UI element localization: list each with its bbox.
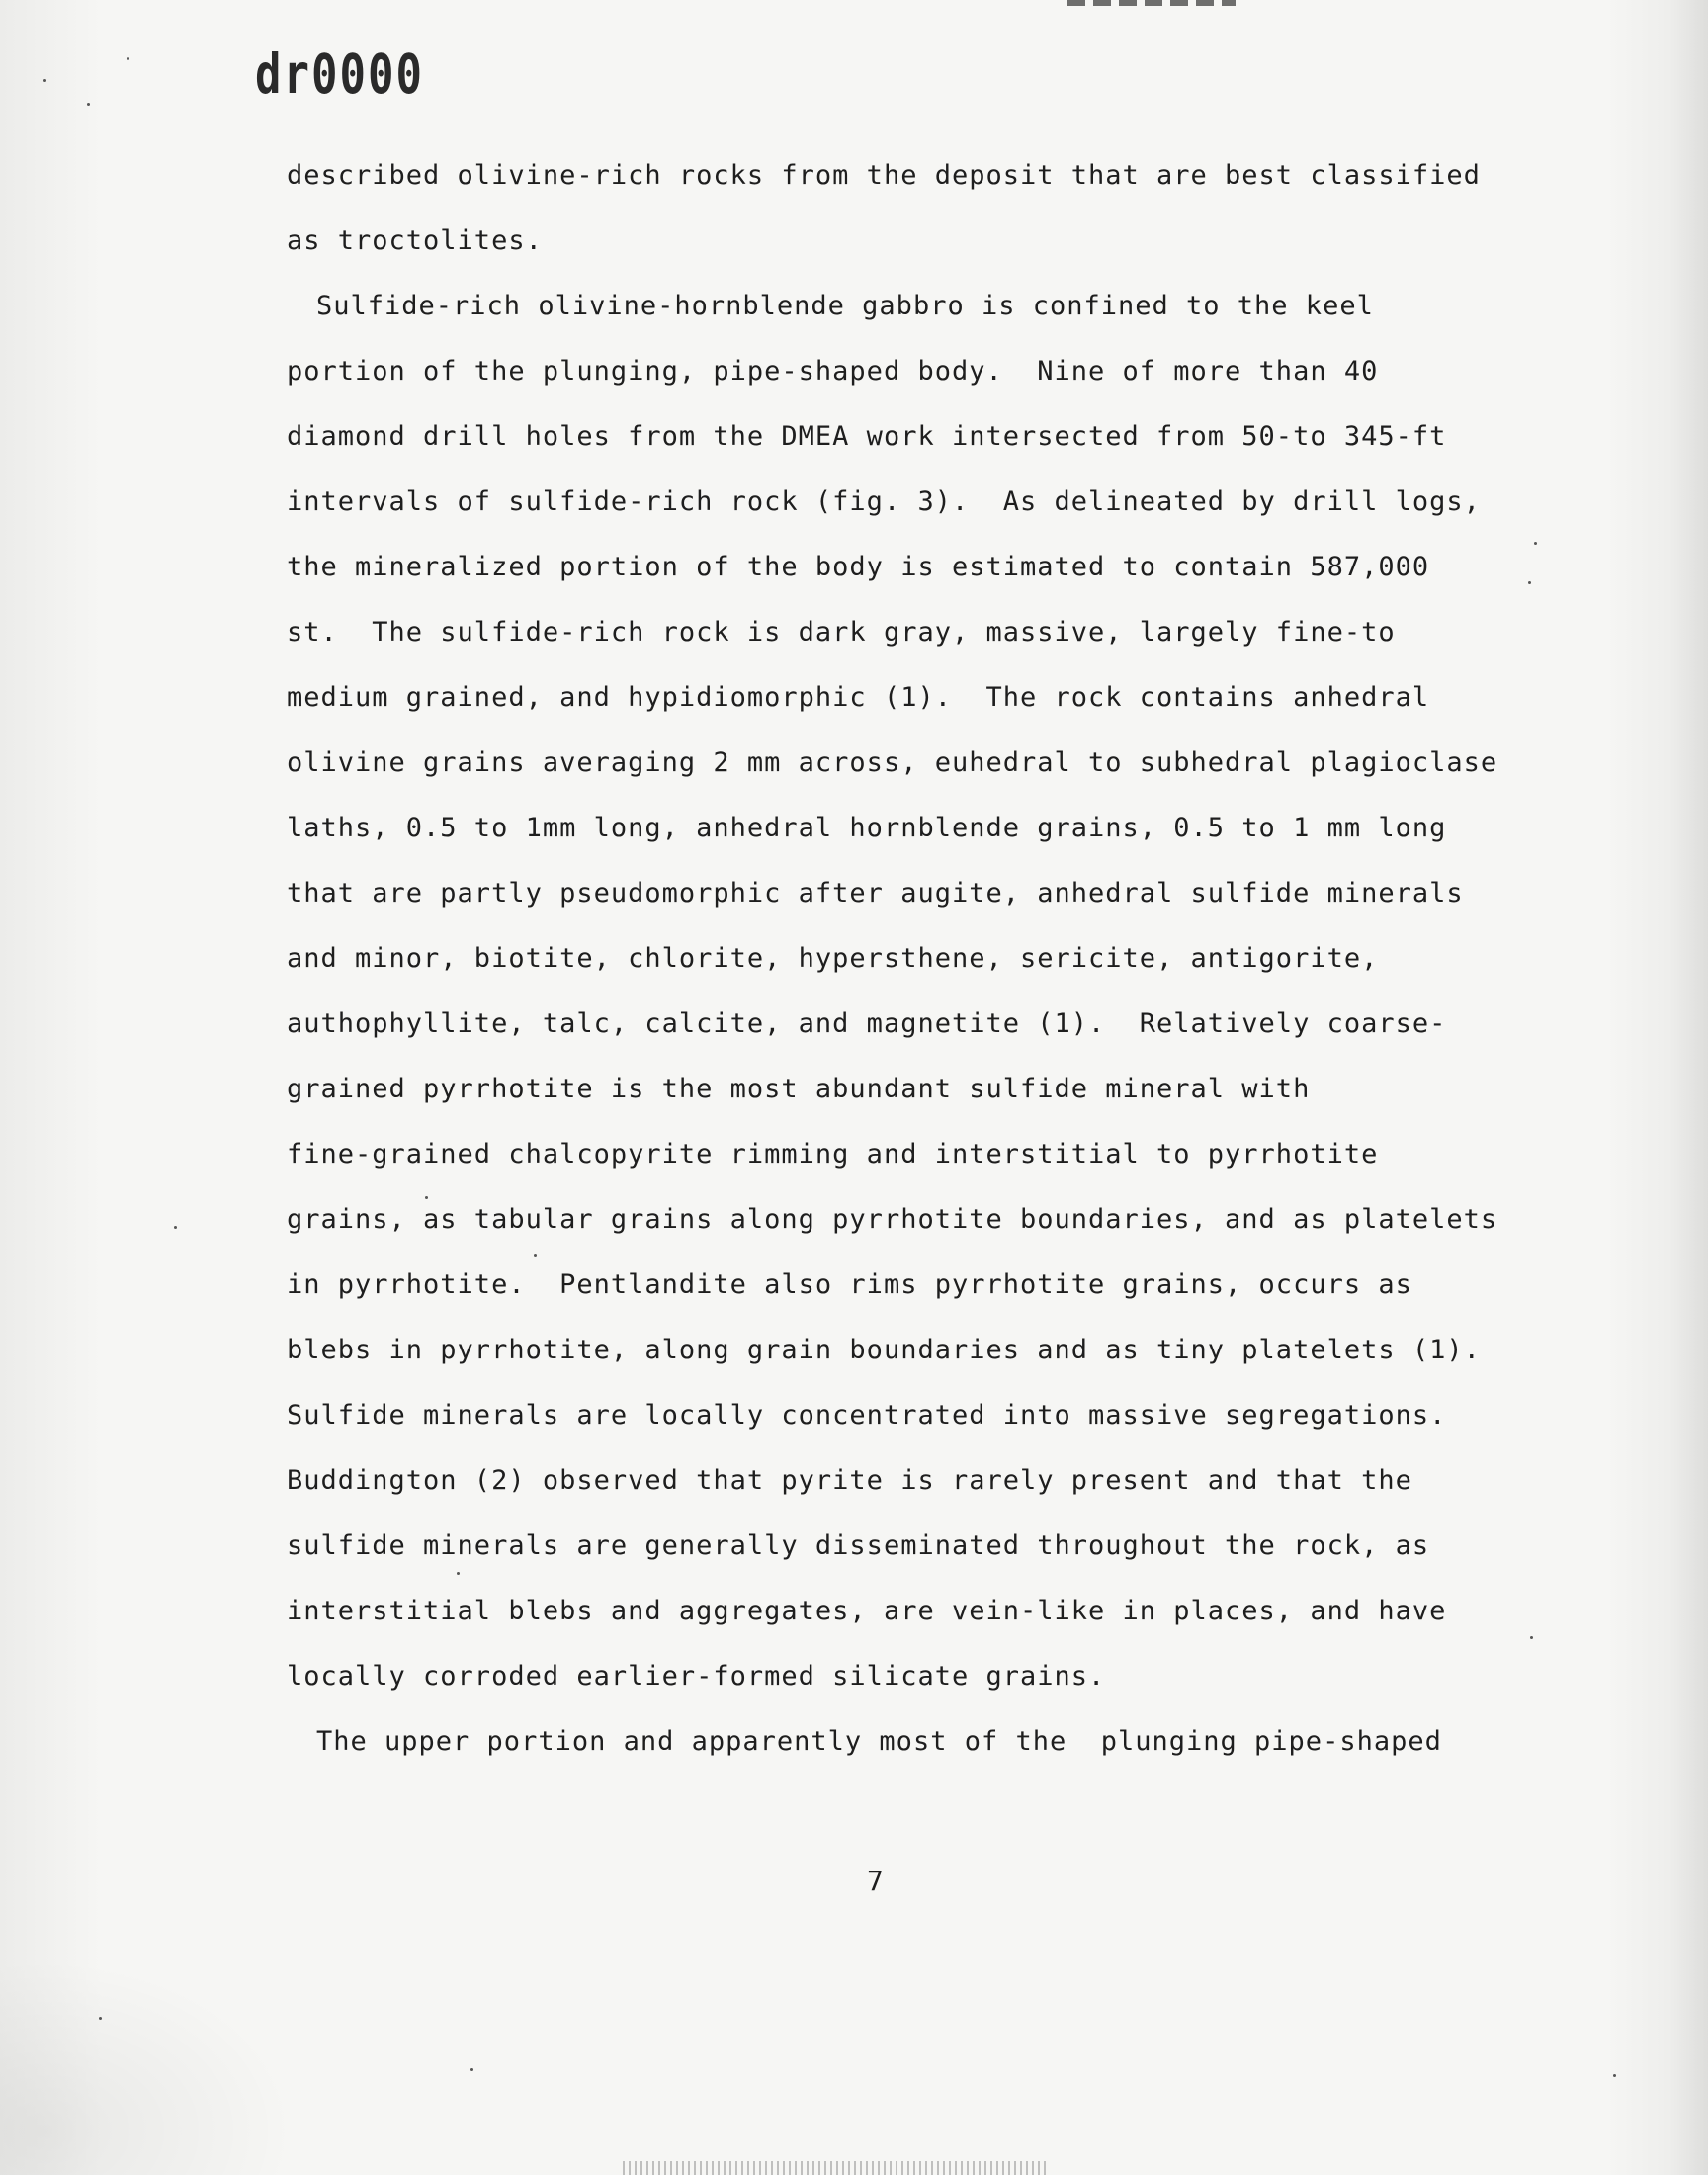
scan-speck xyxy=(87,103,90,106)
page-edge-shadow xyxy=(1668,0,1708,2175)
text-line: olivine grains averaging 2 mm across, euhedral to subhedral plagioclase xyxy=(287,747,1498,778)
scan-speck xyxy=(1534,542,1537,545)
text-line: intervals of sulfide-rich rock (fig. 3). As delineated by drill logs, xyxy=(287,486,1481,517)
text-line: described olivine-rich rocks from the deposit that are best classified xyxy=(287,160,1481,191)
text-line: Sulfide minerals are locally concentrated into massive segregations. xyxy=(287,1400,1447,1431)
text-line: Buddington (2) observed that pyrite is rarely present and that the xyxy=(287,1465,1412,1496)
text-line: that are partly pseudomorphic after augite, anhedral sulfide minerals xyxy=(287,878,1464,909)
text-line: as troctolites. xyxy=(287,225,543,256)
text-line: interstitial blebs and aggregates, are vein-like in places, and have xyxy=(287,1596,1447,1626)
text-line: and minor, biotite, chlorite, hypersthene, sericite, antigorite, xyxy=(287,943,1379,974)
text-line: locally corroded earlier-formed silicate grains. xyxy=(287,1661,1106,1692)
scan-speck xyxy=(534,1254,537,1257)
scan-smudge xyxy=(0,1958,297,2175)
scan-speck xyxy=(1530,1636,1533,1639)
bottom-edge-mark xyxy=(623,2161,1048,2175)
text-line: fine-grained chalcopyrite rimming and interstitial to pyrrhotite xyxy=(287,1139,1379,1170)
document-stamp-number: dr0000 xyxy=(255,44,424,107)
text-line: st. The sulfide-rich rock is dark gray, massive, largely fine-to xyxy=(287,617,1396,648)
scan-speck xyxy=(425,1196,428,1199)
text-line: The upper portion and apparently most of the plunging pipe-shaped xyxy=(316,1726,1442,1757)
text-line: diamond drill holes from the DMEA work intersected from 50-to 345-ft xyxy=(287,421,1447,452)
text-line: blebs in pyrrhotite, along grain boundaries and as tiny platelets (1). xyxy=(287,1335,1481,1365)
text-line: portion of the plunging, pipe-shaped body. Nine of more than 40 xyxy=(287,356,1379,387)
body-text xyxy=(287,160,1498,1791)
text-line: in pyrrhotite. Pentlandite also rims pyrrhotite grains, occurs as xyxy=(287,1269,1412,1300)
text-line: Sulfide-rich olivine-hornblende gabbro is confined to the keel xyxy=(316,291,1374,321)
scan-speck xyxy=(127,57,129,60)
scan-speck xyxy=(470,2068,473,2071)
text-line: grains, as tabular grains along pyrrhotite boundaries, and as platelets xyxy=(287,1204,1498,1235)
text-line: authophyllite, talc, calcite, and magnetite (1). Relatively coarse- xyxy=(287,1008,1447,1039)
text-line: grained pyrrhotite is the most abundant sulfide mineral with xyxy=(287,1074,1311,1104)
top-edge-mark xyxy=(1068,0,1236,6)
scan-speck xyxy=(43,79,46,82)
scan-speck xyxy=(1613,2074,1616,2077)
scan-speck xyxy=(457,1572,460,1575)
text-line: sulfide minerals are generally disseminated throughout the rock, as xyxy=(287,1530,1430,1561)
text-line: medium grained, and hypidiomorphic (1). The rock contains anhedral xyxy=(287,682,1430,713)
page-number: 7 xyxy=(867,1865,884,1897)
scan-speck xyxy=(99,2017,102,2020)
scan-speck xyxy=(174,1226,177,1229)
scan-speck xyxy=(1528,581,1531,584)
text-line: laths, 0.5 to 1mm long, anhedral hornblende grains, 0.5 to 1 mm long xyxy=(287,813,1447,843)
text-line: the mineralized portion of the body is estimated to contain 587,000 xyxy=(287,552,1430,582)
